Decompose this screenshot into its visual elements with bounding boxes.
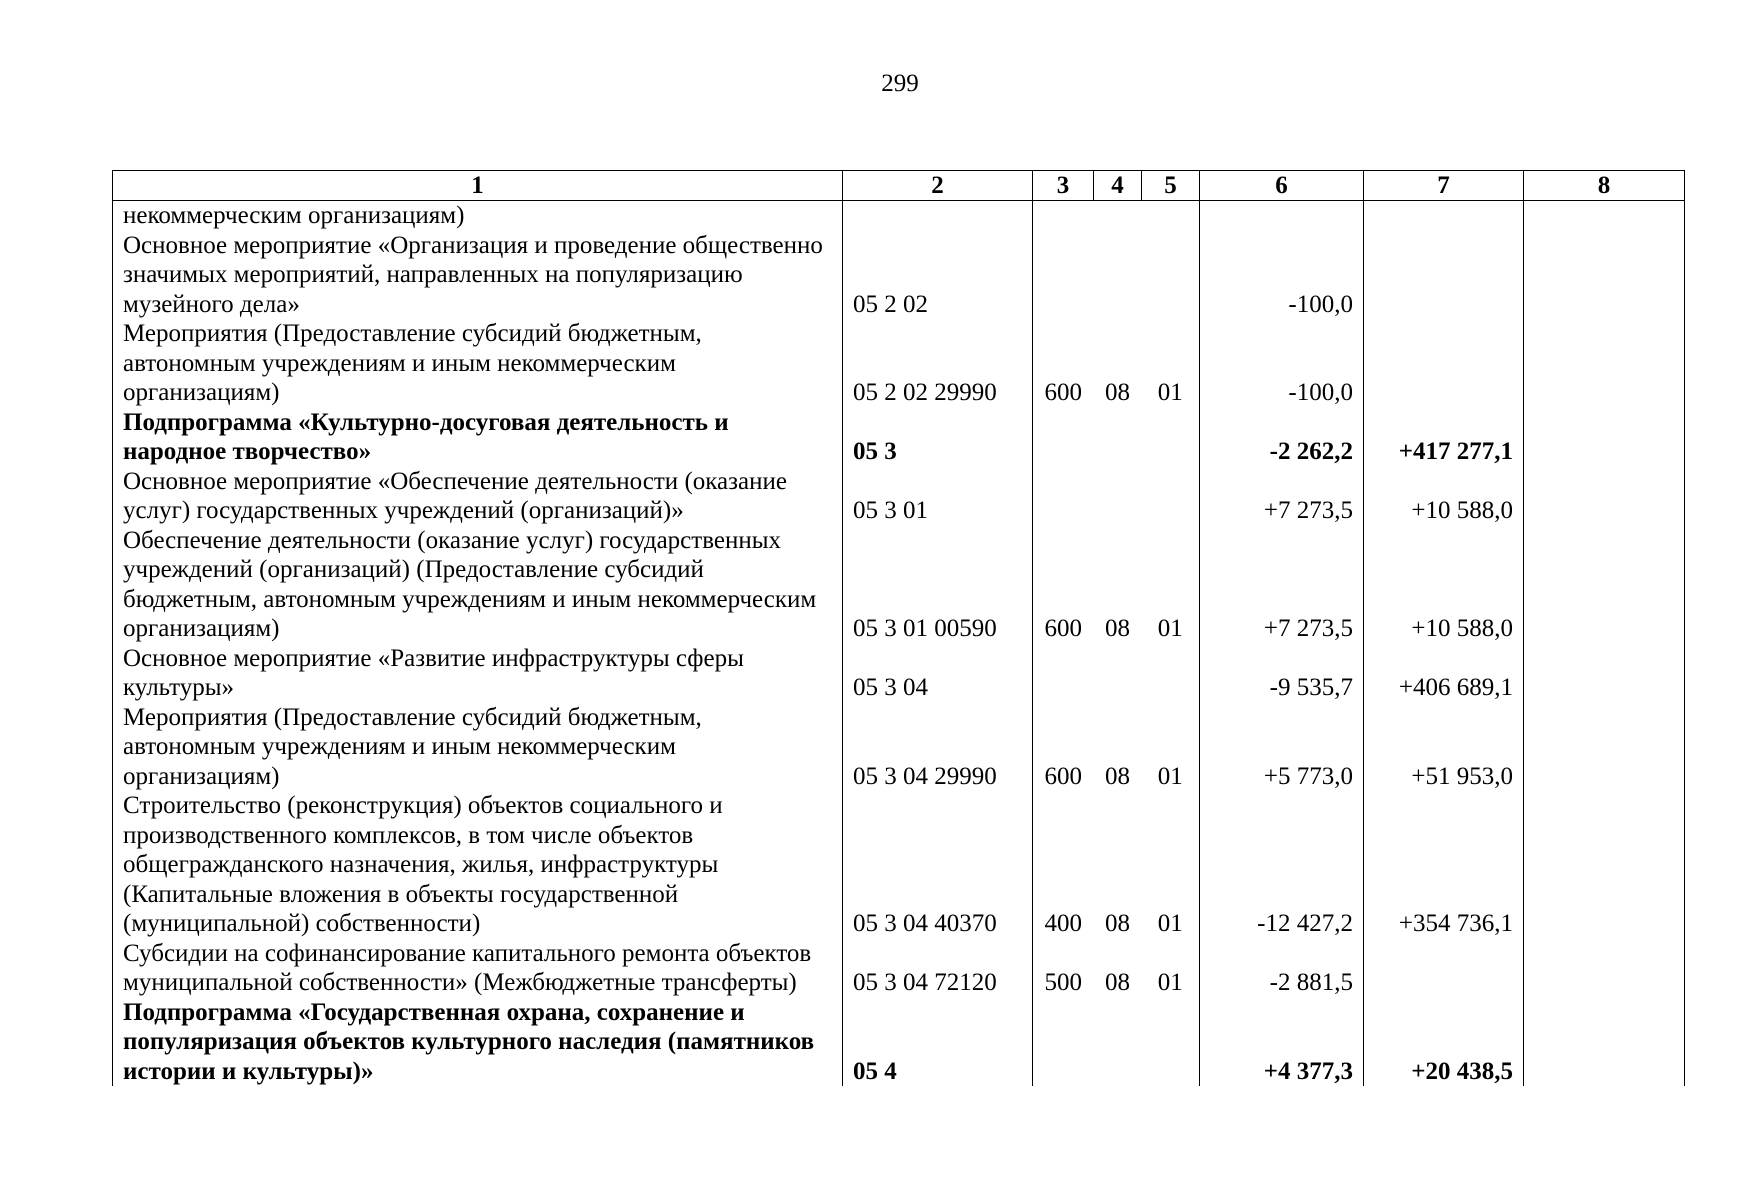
table-body (113, 201, 1685, 1087)
budget-table (112, 170, 1685, 1086)
section-cell (1094, 231, 1142, 320)
subsection-cell (1142, 201, 1200, 231)
section-cell (1094, 644, 1142, 703)
item-name-cell: Основное мероприятие «Обеспечение деятельности (оказание услуг) государственных учреждений (организаций)» (113, 467, 843, 526)
subsection-cell (1142, 231, 1200, 320)
amount-col6-cell: +7 273,5 (1200, 467, 1364, 526)
amount-col7-cell (1364, 201, 1524, 231)
column-header: 6 (1200, 171, 1364, 201)
item-name-cell: Субсидии на софинансирование капитального ремонта объектов муниципальной собственности» (Межбюджетные трансферты) (113, 939, 843, 998)
expense-type-cell: 500 (1033, 939, 1094, 998)
expense-type-cell (1033, 408, 1094, 467)
subsection-cell: 01 (1157, 910, 1183, 937)
section-cell: 08 (1105, 910, 1130, 937)
amount-col7-cell: +10 588,0 (1364, 526, 1524, 644)
code-cell: 05 3 04 (843, 644, 1033, 703)
table-header-row (113, 171, 1685, 201)
item-name-cell: Мероприятия (Предоставление субсидий бюджетным, автономным учреждениям и иным некоммерческим организациям) (113, 703, 843, 792)
expense-type-cell: 600 (1033, 526, 1094, 644)
code-cell: 05 3 04 40370 (843, 791, 1033, 939)
table-row (113, 703, 1685, 792)
table-row (113, 998, 1685, 1087)
amount-col6-cell: -12 427,2 (1200, 791, 1364, 939)
column-header: 4 (1094, 171, 1142, 201)
subsection-cell: 01 (1157, 379, 1183, 406)
table-row (113, 201, 1685, 231)
amount-col8-cell (1524, 467, 1685, 526)
amount-col8-cell (1524, 939, 1685, 998)
section-cell (1094, 467, 1142, 526)
subsection-cell: 01 (1157, 969, 1183, 996)
table-row (113, 939, 1685, 998)
table-row (113, 319, 1685, 408)
column-header: 8 (1524, 171, 1685, 201)
amount-col8-cell (1524, 526, 1685, 644)
code-cell: 05 3 (843, 408, 1033, 467)
section-cell: 08 (1105, 615, 1130, 642)
item-name-cell: Строительство (реконструкция) объектов социального и производственного комплексов, в том числе объектов общегражданского назначения, жилья, инфраструктуры (Капитальные вложения в объекты государственной (муниципальной) собственности) (113, 791, 843, 939)
code-cell: 05 3 04 72120 (843, 939, 1033, 998)
amount-col7-cell: +417 277,1 (1364, 408, 1524, 467)
expense-type-cell (1033, 998, 1094, 1087)
amount-col7-cell: +354 736,1 (1364, 791, 1524, 939)
table-row (113, 791, 1685, 939)
page-number: 299 (881, 70, 919, 97)
expense-type-cell: 400 (1033, 791, 1094, 939)
table-row (113, 526, 1685, 644)
expense-type-cell (1033, 231, 1094, 320)
amount-col6-cell: +4 377,3 (1200, 998, 1364, 1087)
item-name-cell: Подпрограмма «Государственная охрана, сохранение и популяризация объектов культурного наследия (памятников истории и культуры)» (113, 998, 843, 1087)
amount-col6-cell: +7 273,5 (1200, 526, 1364, 644)
amount-col8-cell (1524, 408, 1685, 467)
expense-type-cell: 600 (1033, 319, 1094, 408)
table-row (113, 467, 1685, 526)
column-header: 1 (113, 171, 843, 201)
amount-col6-cell: -9 535,7 (1200, 644, 1364, 703)
section-cell: 08 (1105, 379, 1130, 406)
section-cell (1094, 408, 1142, 467)
amount-col7-cell: +51 953,0 (1364, 703, 1524, 792)
amount-col6-cell: -2 881,5 (1200, 939, 1364, 998)
table-row (113, 644, 1685, 703)
code-cell: 05 3 01 (843, 467, 1033, 526)
item-name-cell: Основное мероприятие «Развитие инфраструктуры сферы культуры» (113, 644, 843, 703)
subsection-cell (1142, 998, 1200, 1087)
column-header: 2 (843, 171, 1033, 201)
amount-col8-cell (1524, 231, 1685, 320)
item-name-cell: Подпрограмма «Культурно-досуговая деятельность и народное творчество» (113, 408, 843, 467)
table-row (113, 231, 1685, 320)
subsection-cell (1142, 467, 1200, 526)
amount-col8-cell (1524, 998, 1685, 1087)
amount-col6-cell: -100,0 (1200, 231, 1364, 320)
subsection-cell: 01 (1157, 615, 1183, 642)
amount-col7-cell: +20 438,5 (1364, 998, 1524, 1087)
code-cell: 05 4 (843, 998, 1033, 1087)
amount-col8-cell (1524, 703, 1685, 792)
amount-col8-cell (1524, 791, 1685, 939)
expense-type-cell (1033, 467, 1094, 526)
code-cell: 05 3 01 00590 (843, 526, 1033, 644)
code-cell (843, 201, 1033, 231)
section-cell: 08 (1105, 762, 1130, 790)
amount-col6-cell: +5 773,0 (1200, 703, 1364, 792)
section-cell: 08 (1105, 969, 1130, 996)
amount-col6-cell: -2 262,2 (1200, 408, 1364, 467)
item-name-cell: некоммерческим организациям) (113, 201, 843, 231)
column-header: 3 (1033, 171, 1094, 201)
item-name-cell: Мероприятия (Предоставление субсидий бюджетным, автономным учреждениям и иным некоммерческим организациям) (113, 319, 843, 408)
item-name-cell: Основное мероприятие «Организация и проведение общественно значимых мероприятий, направленных на популяризацию музейного дела» (113, 231, 843, 320)
column-header: 7 (1364, 171, 1524, 201)
code-cell: 05 2 02 29990 (843, 319, 1033, 408)
amount-col7-cell (1364, 231, 1524, 320)
code-cell: 05 2 02 (843, 231, 1033, 320)
subsection-cell: 01 (1157, 762, 1183, 790)
column-header: 5 (1142, 171, 1200, 201)
amount-col7-cell: +406 689,1 (1364, 644, 1524, 703)
amount-col6-cell: -100,0 (1200, 319, 1364, 408)
subsection-cell (1142, 408, 1200, 467)
expense-type-cell: 600 (1033, 703, 1094, 792)
amount-col7-cell: +10 588,0 (1364, 467, 1524, 526)
code-cell: 05 3 04 29990 (843, 703, 1033, 792)
section-cell (1094, 201, 1142, 231)
item-name-cell: Обеспечение деятельности (оказание услуг) государственных учреждений (организаций) (Предоставление субсидий бюджетным, автономным учреждениям и иным некоммерческим организациям) (113, 526, 843, 644)
section-cell (1094, 998, 1142, 1087)
subsection-cell (1142, 644, 1200, 703)
expense-type-cell (1033, 644, 1094, 703)
amount-col7-cell (1364, 939, 1524, 998)
amount-col7-cell (1364, 319, 1524, 408)
expense-type-cell (1033, 201, 1094, 231)
amount-col6-cell (1200, 201, 1364, 231)
amount-col8-cell (1524, 201, 1685, 231)
amount-col8-cell (1524, 644, 1685, 703)
amount-col8-cell (1524, 319, 1685, 408)
table-row (113, 408, 1685, 467)
